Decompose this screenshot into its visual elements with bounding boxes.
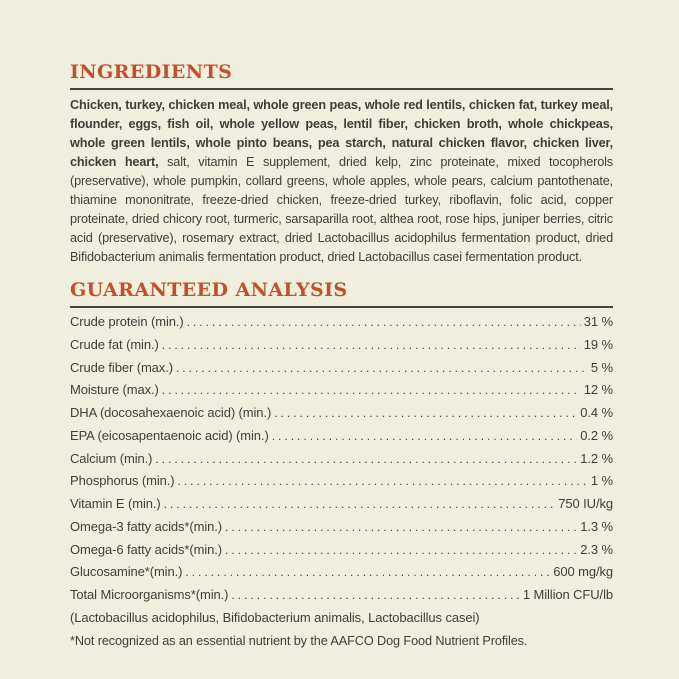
analysis-row [70, 539, 613, 562]
ingredients-secondary-list: salt, vitamin E supplement, dried kelp, zinc proteinate, mixed tocopherols (preservative), whole pumpkin, collard greens, whole apples, whole pears, calcium pantothenate, thiamine mononitrate, freeze-dried chicken, freeze-dried turkey, riboflavin, folic acid, copper proteinate, dried chicory root, turmeric, sarsaparilla root, althea root, rose hips, juniper berries, citric acid (preservative), rosemary extract, dried Lactobacillus acidophilus fermentation product, dried Bifidobacterium animalis fermentation product, dried Lactobacillus casei fermentation product. [70, 155, 613, 264]
analysis-row [70, 334, 613, 357]
pet-food-label [70, 0, 613, 652]
dot-leader [225, 516, 577, 539]
microorganisms-note: (Lactobacillus acidophilus, Bifidobacterium animalis, Lactobacillus casei) [70, 609, 480, 625]
analysis-row-value: 1 Million CFU/lb [522, 587, 613, 602]
dot-leader [274, 402, 577, 425]
ingredients-primary-list: Chicken, turkey, chicken meal, whole green peas, whole red lentils, chicken fat, turkey meal, flounder, eggs, fish oil, whole yellow peas, lentil fiber, chicken broth, whole chickpeas, whole green lentils, whole pinto beans, pea starch, natural chicken flavor, chicken liver, chicken heart, [70, 98, 613, 169]
analysis-row-label: Omega-3 fatty acids*(min.) [70, 518, 223, 534]
analysis-row-value: 2.3 % [580, 541, 613, 557]
analysis-row [70, 402, 613, 425]
dot-leader [162, 379, 581, 402]
analysis-row [70, 470, 613, 493]
analysis-row-label: EPA (eicosapentaenoic acid) (min.) [70, 427, 269, 443]
ingredients-text [70, 96, 613, 267]
dot-leader [225, 539, 577, 562]
analysis-row [70, 448, 613, 471]
dot-leader [272, 425, 578, 448]
analysis-row-value: 19 % [583, 336, 613, 352]
analysis-row-value: 1.2 % [580, 450, 613, 466]
analysis-row-label: Phosphorus (min.) [70, 473, 175, 489]
ingredients-divider [70, 88, 613, 90]
analysis-row [70, 584, 613, 607]
analysis-row-value: 600 mg/kg [553, 564, 613, 580]
analysis-row [70, 561, 613, 584]
analysis-row-label: Vitamin E (min.) [70, 496, 161, 511]
analysis-row-value: 5 % [590, 359, 613, 375]
dot-leader [187, 311, 581, 334]
analysis-row [70, 311, 613, 334]
analysis-row-value: 31 % [583, 314, 613, 329]
analysis-row-value: 0.2 % [580, 427, 613, 443]
dot-leader [155, 448, 577, 471]
analysis-row [70, 357, 613, 380]
analysis-row [70, 493, 613, 516]
dot-leader [231, 584, 519, 607]
dot-leader [185, 561, 550, 584]
analysis-row-label: Glucosamine*(min.) [70, 564, 183, 580]
guaranteed-analysis-divider [70, 306, 613, 308]
analysis-row-value: 0.4 % [580, 405, 613, 420]
analysis-row-label: Crude fiber (max.) [70, 359, 173, 375]
analysis-table [70, 311, 613, 607]
analysis-row-value: 750 IU/kg [558, 496, 613, 511]
dot-leader [176, 357, 588, 380]
analysis-row-value: 1.3 % [580, 518, 613, 534]
dot-leader [164, 493, 556, 516]
analysis-row [70, 516, 613, 539]
guaranteed-analysis-section [70, 280, 613, 652]
aafco-footnote: *Not recognized as an essential nutrient by the AAFCO Dog Food Nutrient Profiles. [70, 633, 528, 648]
analysis-row [70, 425, 613, 448]
guaranteed-analysis-heading: GUARANTEED ANALYSIS [70, 279, 348, 301]
ingredients-section [70, 62, 613, 267]
analysis-row-label: Calcium (min.) [70, 450, 153, 466]
analysis-row-label: Crude protein (min.) [70, 314, 184, 329]
analysis-row-label: Total Microorganisms*(min.) [70, 587, 229, 602]
dot-leader [162, 334, 581, 357]
analysis-row-value: 1 % [590, 473, 613, 489]
analysis-row [70, 379, 613, 402]
ingredients-heading: INGREDIENTS [70, 61, 233, 83]
analysis-row-label: Moisture (max.) [70, 382, 159, 398]
analysis-row-label: Omega-6 fatty acids*(min.) [70, 541, 223, 557]
dot-leader [178, 470, 588, 493]
analysis-row-label: DHA (docosahexaenoic acid) (min.) [70, 405, 272, 420]
analysis-row-label: Crude fat (min.) [70, 336, 159, 352]
analysis-row-value: 12 % [583, 382, 613, 398]
